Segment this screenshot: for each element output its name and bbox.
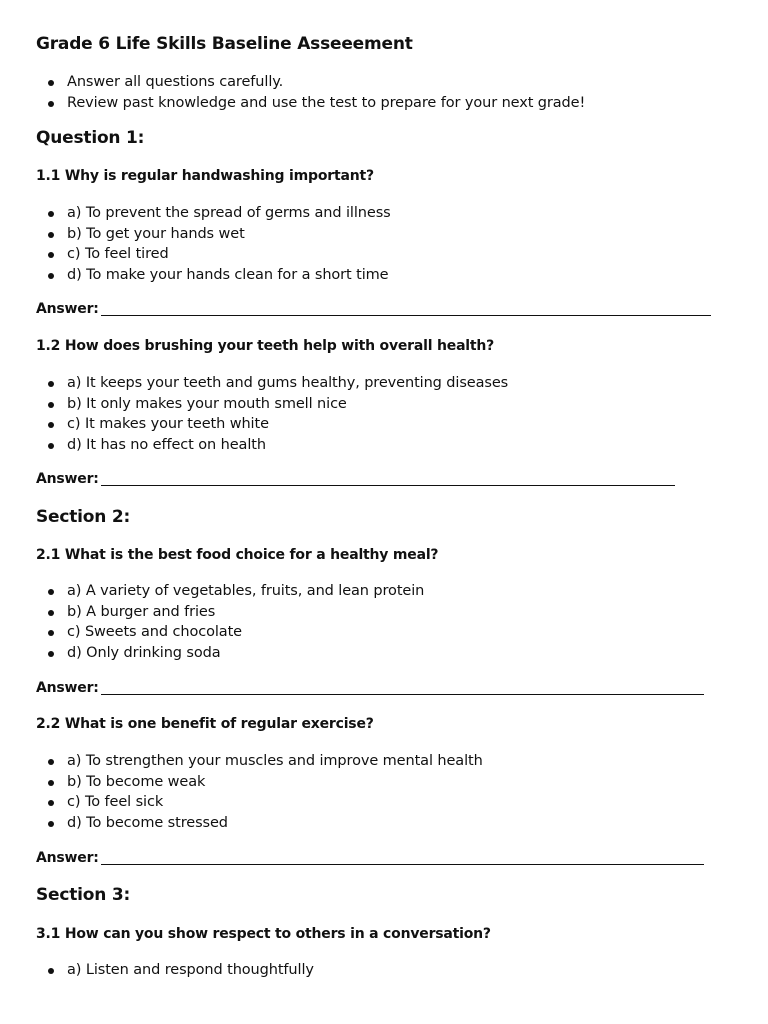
bullet-icon <box>48 101 54 107</box>
question-2-2: 2.2 What is one benefit of regular exercise? <box>36 716 374 732</box>
bullet-icon <box>48 968 54 974</box>
worksheet-title: Grade 6 Life Skills Baseline Asseeement <box>36 34 413 54</box>
bullet-icon <box>48 800 54 806</box>
bullet-icon <box>48 381 54 387</box>
bullet-icon <box>48 422 54 428</box>
bullet-icon <box>48 651 54 657</box>
bullet-icon <box>48 211 54 217</box>
question-1-1: 1.1 Why is regular handwashing important? <box>36 168 374 184</box>
answer-label: Answer: <box>36 301 99 317</box>
bullet-icon <box>48 821 54 827</box>
question-3-1: 3.1 How can you show respect to others in a conversation? <box>36 926 491 942</box>
section-1-heading: Question 1: <box>36 128 145 148</box>
answer-label: Answer: <box>36 680 99 696</box>
bullet-icon <box>48 252 54 258</box>
worksheet-page: Grade 6 Life Skills Baseline Asseeement Answer all questions carefully. Review past knowledge and use the test to prepare for your next grade! Question 1: 1.1 Why is regular handwashing important? a) To prevent the spread of germs and illness b) To get your hands wet c) To feel tired d) To make your hands clean for a short time Answer: 1.2 How does brushing your teeth help with overall health? a) It keeps your teeth and gums healthy, preventing diseases b) It only makes your mouth smell nice c) It makes your teeth white d) It has no effect on health Answer: Section 2: 2.1 What is the best food choice for a healthy meal? a) A variety of vegetables, fruits, and lean protein b) A burger and fries c) Sweets and chocolate d) Only drinking soda Answer: 2.2 What is one benefit of regular exercise? a) To strengthen your muscles and improve mental health b) To become weak c) To feel sick d) To become stressed Answer: Section 3: 3.1 How can you show respect to others in a conversation? a) Listen and respond thoughtfully <box>0 0 768 1024</box>
answer-blank[interactable] <box>101 485 675 486</box>
bullet-icon <box>48 759 54 765</box>
bullet-icon <box>48 80 54 86</box>
answer-blank[interactable] <box>101 694 704 695</box>
bullet-icon <box>48 443 54 449</box>
answer-blank[interactable] <box>101 864 704 865</box>
bullet-icon <box>48 402 54 408</box>
bullet-icon <box>48 232 54 238</box>
bullet-icon <box>48 630 54 636</box>
answer-label: Answer: <box>36 471 99 487</box>
question-1-2: 1.2 How does brushing your teeth help with overall health? <box>36 338 495 354</box>
bullet-icon <box>48 589 54 595</box>
section-2-heading: Section 2: <box>36 507 131 527</box>
bullet-icon <box>48 273 54 279</box>
section-3-heading: Section 3: <box>36 885 131 905</box>
answer-blank[interactable] <box>101 315 711 316</box>
bullet-icon <box>48 780 54 786</box>
answer-label: Answer: <box>36 850 99 866</box>
question-2-1: 2.1 What is the best food choice for a healthy meal? <box>36 547 439 563</box>
bullet-icon <box>48 610 54 616</box>
